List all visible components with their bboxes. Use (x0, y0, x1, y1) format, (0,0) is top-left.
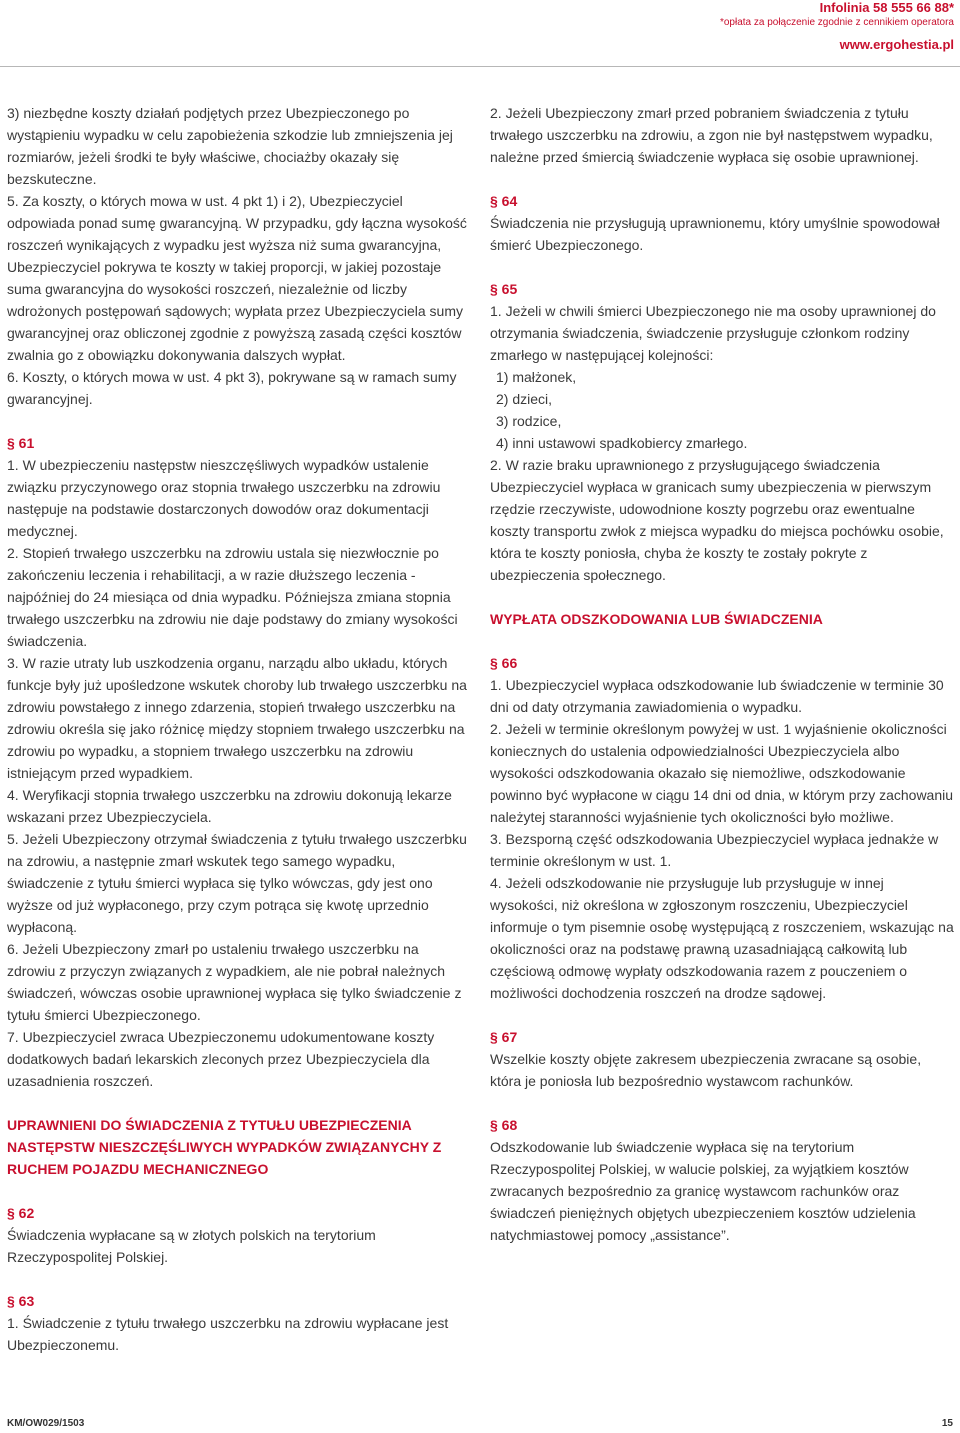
document-code: KM/OW029/1503 (7, 1418, 85, 1429)
section-number: § 65 (490, 281, 518, 297)
paragraph: Świadczenia wypłacane są w złotych polskich na terytorium Rzeczypospolitej Polskiej. (7, 1227, 376, 1265)
section-heading: UPRAWNIENI DO ŚWIADCZENIA Z TYTUŁU UBEZPIECZENIA NASTĘPSTW NIESZCZĘŚLIWYCH WYPADKÓW ZWIĄZANYCHY Z RUCHEM POJAZDU MECHANICZNEGO (7, 1117, 442, 1177)
page-header (720, 0, 954, 53)
section-number: § 63 (7, 1293, 35, 1309)
paragraph: 7. Ubezpieczyciel zwraca Ubezpieczonemu udokumentowane koszty dodatkowych badań lekarskich zleconych przez Ubezpieczyciela dla uzasadnienia roszczeń. (7, 1029, 435, 1089)
hotline-note: *opłata za połączenie zgodnie z cennikiem operatora (719, 17, 954, 28)
paragraph: 2. Stopień trwałego uszczerbku na zdrowiu ustala się niezwłocznie po zakończeniu leczenia i rehabilitacji, a w razie dłuższego leczenia - najpóźniej do 24 miesiąca od dnia wypadku. Późniejsza zmiana stopnia trwałego uszczerbku na zdrowiu nie daje podstawy do zmiany wysokości świadczenia. (7, 545, 458, 649)
paragraph: 1. W ubezpieczeniu następstw nieszczęśliwych wypadków ustalenie związku przyczynowego oraz stopnia trwałego uszczerbku na zdrowiu następuje na podstawie dostarczonych dowodów oraz dokumentacji medycznej. (7, 457, 441, 539)
list-item: 3) rodzice, (496, 413, 562, 429)
paragraph: Świadczenia nie przysługują uprawnionemu, który umyślnie spowodował śmierć Ubezpieczonego. (490, 215, 940, 253)
paragraph: 6. Koszty, o których mowa w ust. 4 pkt 3), pokrywane są w ramach sumy gwarancyjnej. (7, 369, 457, 407)
list-item: 1) małżonek, (496, 369, 577, 385)
paragraph: 1. Ubezpieczyciel wypłaca odszkodowanie lub świadczenie w terminie 30 dni od daty otrzymania zawiadomienia o wypadku. (490, 677, 944, 715)
section-heading: WYPŁATA ODSZKODOWANIA LUB ŚWIADCZENIA (490, 611, 823, 627)
paragraph: 2. W razie braku uprawnionego z przysługującego świadczenia Ubezpieczyciel wypłaca w granicach sumy ubezpieczenia w pierwszym rzędzie rzeczywiste, udowodnione koszty pogrzebu oraz ewentualne koszty transportu zwłok z miejsca wypadku do miejsca pochówku osobie, która te koszty poniosła, chyba że koszty te zostały pokryte z ubezpieczenia społecznego. (490, 457, 944, 583)
paragraph: 2. Jeżeli Ubezpieczony zmarł przed pobraniem świadczenia z tytułu trwałego uszczerbku na zdrowiu, a zgon nie był następstwem wypadku, należne przed śmiercią świadczenie wypłaca się osobie uprawnionej. (490, 105, 933, 165)
paragraph: 6. Jeżeli Ubezpieczony zmarł po ustaleniu trwałego uszczerbku na zdrowiu z przyczyn związanych z wypadkiem, ale nie pobrał należnych świadczeń, wówczas osobie uprawnionej wypłaca się tylko świadczenie z tytułu śmierci Ubezpieczonego. (7, 941, 462, 1023)
right-column (490, 102, 954, 1246)
paragraph: 1. Świadczenie z tytułu trwałego uszczerbku na zdrowiu wypłacane jest Ubezpieczonemu. (7, 1315, 449, 1353)
paragraph: 5. Za koszty, o których mowa w ust. 4 pkt 1) i 2), Ubezpieczyciel odpowiada ponad sumę gwarancyjną. W przypadku, gdy łączna wysokość roszczeń wynikających z wypadku jest wyższa niż suma gwarancyjna, Ubezpieczyciel pokrywa te koszty w takiej proporcji, w jakiej pozostaje suma gwarancyjna do wysokości roszczeń, niezależnie od liczby wdrożonych postępowań sądowych; wypłata przez Ubezpieczyciela sumy gwarancyjnej oraz obliczonej zgodnie z powyższą zasadą części kosztów zwalnia go z obowiązku dokonywania dalszych wypłat. (7, 193, 467, 363)
paragraph: 4. Weryfikacji stopnia trwałego uszczerbku na zdrowiu dokonują lekarze wskazani przez Ubezpieczyciela. (7, 787, 452, 825)
list-item: 2) dzieci, (496, 391, 553, 407)
paragraph: 3. Bezsporną część odszkodowania Ubezpieczyciel wypłaca jednakże w terminie określonym w ust. 1. (490, 831, 939, 869)
section-number: § 62 (7, 1205, 35, 1221)
section-number: § 68 (490, 1117, 518, 1133)
section-number: § 61 (7, 435, 35, 451)
paragraph: 3) niezbędne koszty działań podjętych przez Ubezpieczonego po wystąpieniu wypadku w celu zapobieżenia szkodzie lub zmniejszenia jej rozmiarów, jeżeli środki te były właściwe, chociażby okazały się bezskuteczne. (7, 105, 453, 187)
paragraph: Odszkodowanie lub świadczenie wypłaca się na terytorium Rzeczypospolitej Polskiej, w walucie polskiej, za wyjątkiem kosztów zwracanych bezpośrednio za granicę wystawcom rachunków oraz świadczeń pieniężnych objętych ubezpieczeniem kosztów udzielenia natychmiastowej pomocy „assistance”. (490, 1139, 916, 1243)
website-link[interactable]: www.ergohestia.pl (839, 37, 954, 52)
left-column (7, 102, 467, 1356)
page-number: 15 (941, 1418, 953, 1429)
list-item: 4) inni ustawowi spadkobiercy zmarłego. (496, 435, 748, 451)
paragraph: 3. W razie utraty lub uszkodzenia organu, narządu albo układu, których funkcje były już upośledzone wskutek choroby lub trwałego uszczerbku na zdrowiu powstałego z innego zdarzenia, stopień trwałego uszczerbku na zdrowiu określa się jako różnicę między stopniem trwałego uszczerbku na zdrowiu po wypadku, a stopniem trwałego uszczerbku na zdrowiu istniejącym przed wypadkiem. (7, 655, 467, 781)
paragraph: 1. Jeżeli w chwili śmierci Ubezpieczonego nie ma osoby uprawnionej do otrzymania świadczenia, świadczenie przysługuje członkom rodziny zmarłego w następującej kolejności: (490, 303, 936, 363)
section-number: § 64 (490, 193, 518, 209)
section-number: § 67 (490, 1029, 518, 1045)
paragraph: 4. Jeżeli odszkodowanie nie przysługuje lub przysługuje w innej wysokości, niż określona w zgłoszonym roszczeniu, Ubezpieczyciel informuje o tym pisemnie osobę występującą z roszczeniem, wskazując na okoliczności oraz na podstawę prawną uzasadniającą całkowitą lub częściową odmowę wypłaty odszkodowania razem z pouczeniem o możliwości dochodzenia roszczeń na drodze sądowej. (490, 875, 954, 1001)
header-divider (0, 66, 960, 67)
paragraph: 5. Jeżeli Ubezpieczony otrzymał świadczenia z tytułu trwałego uszczerbku na zdrowiu, a następnie zmarł wskutek tego samego wypadku, świadczenie z tytułu śmierci wypłaca się tylko wówczas, gdy jest ono wyższe od już wypłaconego, przy czym potrąca się kwotę uprzednio wypłaconą. (7, 831, 467, 935)
paragraph: 2. Jeżeli w terminie określonym powyżej w ust. 1 wyjaśnienie okoliczności koniecznych do ustalenia odpowiedzialności Ubezpieczyciela albo wysokości odszkodowania okazało się niemożliwe, odszkodowanie powinno być wypłacone w ciągu 14 dni od dnia, w którym przy zachowaniu należytej staranności wyjaśnienie tych okoliczności było możliwe. (490, 721, 954, 825)
paragraph: Wszelkie koszty objęte zakresem ubezpieczenia zwracane są osobie, która je poniosła lub bezpośrednio wystawcom rachunków. (490, 1051, 922, 1089)
section-number: § 66 (490, 655, 518, 671)
hotline-number: Infolinia 58 555 66 88* (819, 0, 954, 15)
